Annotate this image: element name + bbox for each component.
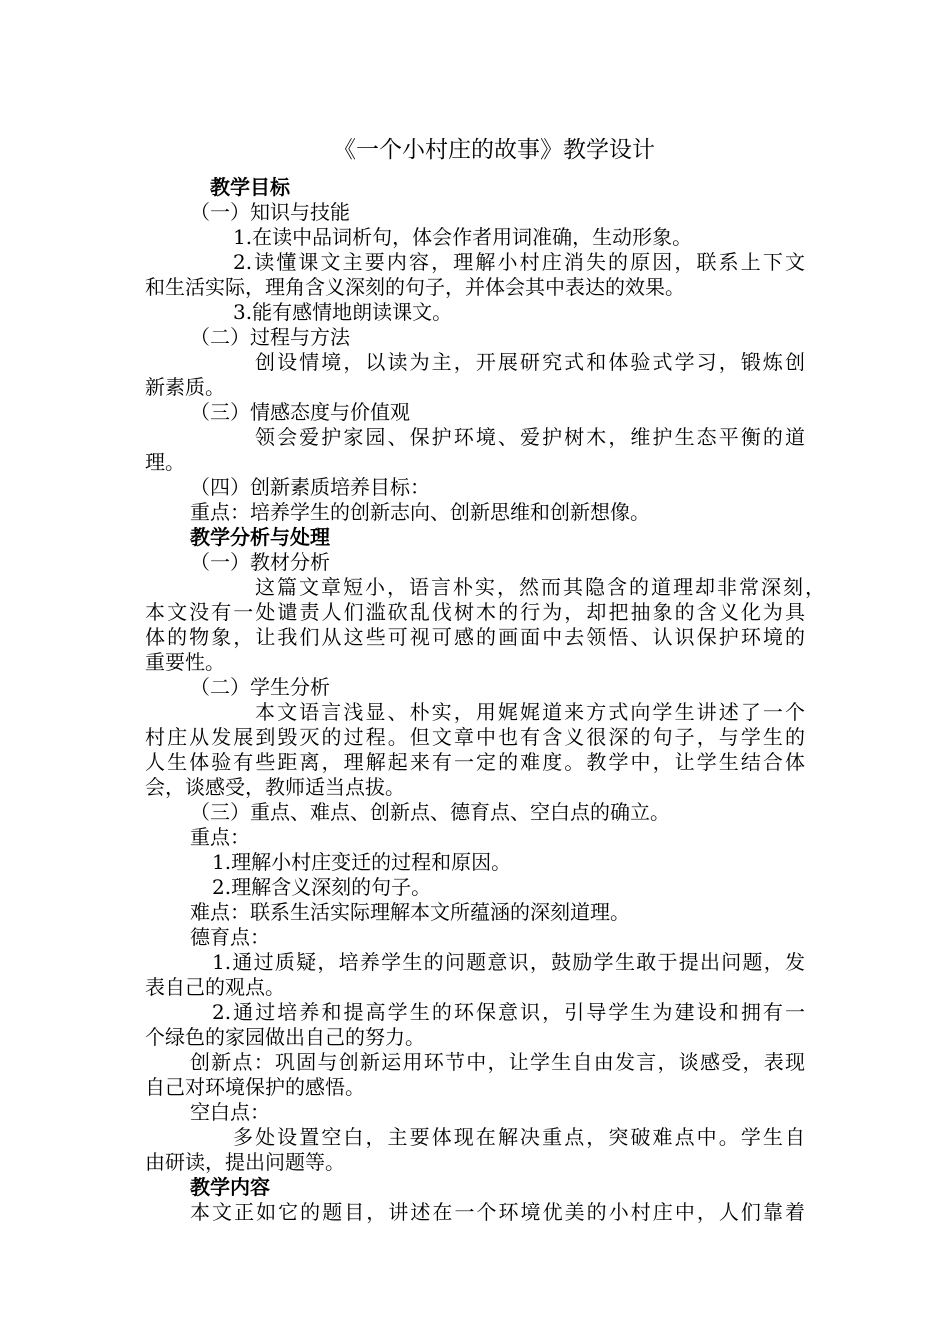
subsection-heading: （四）创新素质培养目标： — [190, 475, 430, 499]
body-line: 重要性。 — [145, 650, 225, 674]
body-line: 1.理解小村庄变迁的过程和原因。 — [212, 850, 512, 874]
body-line: 多处设置空白，主要体现在解决重点，突破难点中。学生自 — [233, 1125, 805, 1149]
body-line: 和生活实际，理角含义深刻的句子，并体会其中表达的效果。 — [145, 275, 685, 299]
subsection-heading: （二）过程与方法 — [190, 325, 350, 349]
section-heading: 教学内容 — [190, 1175, 270, 1199]
body-line: 2.通过培养和提高学生的环保意识，引导学生为建设和拥有一 — [212, 1000, 805, 1024]
section-heading: 教学分析与处理 — [190, 525, 330, 549]
body-line: 创设情境，以读为主，开展研究式和体验式学习，锻炼创 — [255, 350, 805, 374]
body-line: 个绿色的家园做出自己的努力。 — [145, 1025, 425, 1049]
body-line: 重点：培养学生的创新志向、创新思维和创新想像。 — [190, 500, 650, 524]
section-heading: 教学目标 — [210, 175, 290, 199]
body-line: 1.通过质疑，培养学生的问题意识，鼓励学生敢于提出问题，发 — [212, 950, 805, 974]
body-line: 创新点：巩固与创新运用环节中，让学生自由发言，谈感受，表现 — [190, 1050, 805, 1074]
document-title: 《一个小村庄的故事》教学设计 — [333, 137, 655, 163]
body-line: 领会爱护家园、保护环境、爱护树木，维护生态平衡的道 — [255, 425, 805, 449]
body-line: 本文正如它的题目，讲述在一个环境优美的小村庄中，人们靠着 — [190, 1200, 805, 1224]
body-line: 理。 — [145, 450, 185, 474]
subsection-heading: （一）知识与技能 — [190, 200, 350, 224]
body-line: 2.理解含义深刻的句子。 — [212, 875, 432, 899]
subsection-heading: （三）重点、难点、创新点、德育点、空白点的确立。 — [190, 800, 670, 824]
body-line: 会，谈感受，教师适当点拔。 — [145, 775, 405, 799]
body-line: 由研读，提出问题等。 — [145, 1150, 345, 1174]
body-line: 3.能有感情地朗读课文。 — [233, 300, 453, 324]
body-line: 难点：联系生活实际理解本文所蕴涵的深刻道理。 — [190, 900, 630, 924]
body-line: 本文语言浅显、朴实，用娓娓道来方式向学生讲述了一个 — [255, 700, 805, 724]
body-line: 德育点： — [190, 925, 270, 949]
body-line: 本文没有一处谴责人们滥砍乱伐树木的行为，却把抽象的含义化为具 — [145, 600, 805, 624]
body-line: 重点： — [190, 825, 250, 849]
body-line: 人生体验有些距离，理解起来有一定的难度。教学中，让学生结合体 — [145, 750, 805, 774]
body-line: 自己对环境保护的感悟。 — [145, 1075, 365, 1099]
body-line: 村庄从发展到毁灭的过程。但文章中也有含义很深的句子，与学生的 — [145, 725, 805, 749]
body-line: 表自己的观点。 — [145, 975, 285, 999]
subsection-heading: （二）学生分析 — [190, 675, 330, 699]
subsection-heading: （一）教材分析 — [190, 550, 330, 574]
body-line: 这篇文章短小，语言朴实，然而其隐含的道理却非常深刻， — [255, 575, 825, 599]
body-line: 1.在读中品词析句，体会作者用词准确，生动形象。 — [233, 225, 693, 249]
body-line: 新素质。 — [145, 375, 225, 399]
body-line: 空白点： — [190, 1100, 270, 1124]
body-line: 2.读懂课文主要内容，理解小村庄消失的原因，联系上下文 — [233, 250, 805, 274]
body-line: 体的物象，让我们从这些可视可感的画面中去领悟、认识保护环境的 — [145, 625, 805, 649]
subsection-heading: （三）情感态度与价值观 — [190, 400, 410, 424]
